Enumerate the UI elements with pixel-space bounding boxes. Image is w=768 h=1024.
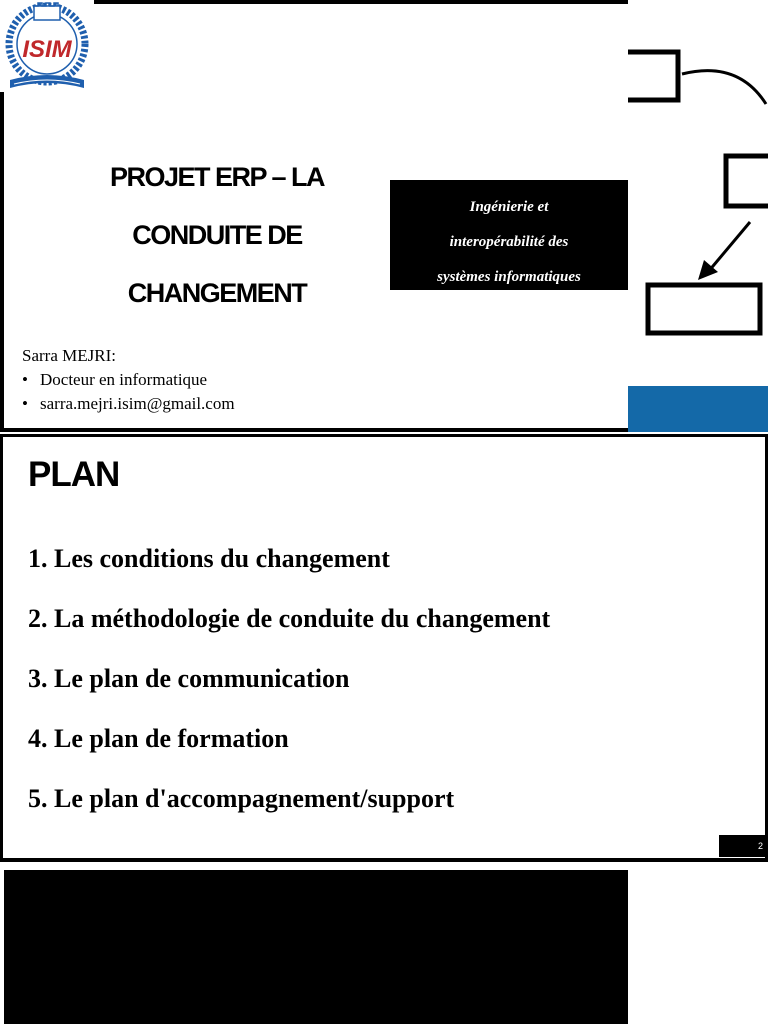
diagram-illustration [628,0,768,432]
presentation-title [64,148,370,322]
author-name: Sarra MEJRI: [22,346,116,365]
course-subtitle-box [390,180,628,290]
subtitle-line: interopérabilité des [449,234,569,250]
dark-slide-background [4,870,628,1024]
plan-item: 5. Le plan d'accompagnement/support [28,784,455,813]
author-details [22,368,382,416]
title-line: PROJET ERP – LA [109,162,325,192]
plan-list [28,539,550,839]
author-block [22,344,382,416]
author-title: • Docteur en informatique [22,368,382,392]
title-line: CONDUITE DE [132,220,302,250]
bottom-border [0,428,628,432]
plan-item: 4. Le plan de formation [28,724,289,753]
title-slide [0,0,768,432]
title-line: CHANGEMENT [127,278,307,308]
author-email: • sarra.mejri.isim@gmail.com [22,392,382,416]
isim-logo [0,0,94,92]
plan-item: 3. Le plan de communication [28,664,350,693]
logo-text: ISIM [22,36,72,63]
subtitle-line: systèmes informatiques [437,269,581,285]
plan-slide [0,434,768,862]
plan-item: 2. La méthodologie de conduite du changement [28,604,551,633]
plan-item: 1. Les conditions du changement [28,544,390,573]
left-border [0,92,4,432]
plan-title: PLAN [28,455,120,494]
page-number: 2 [719,835,768,857]
top-border [92,0,628,4]
next-slide-preview [0,866,768,1024]
subtitle-line: Ingénierie et [469,199,549,215]
